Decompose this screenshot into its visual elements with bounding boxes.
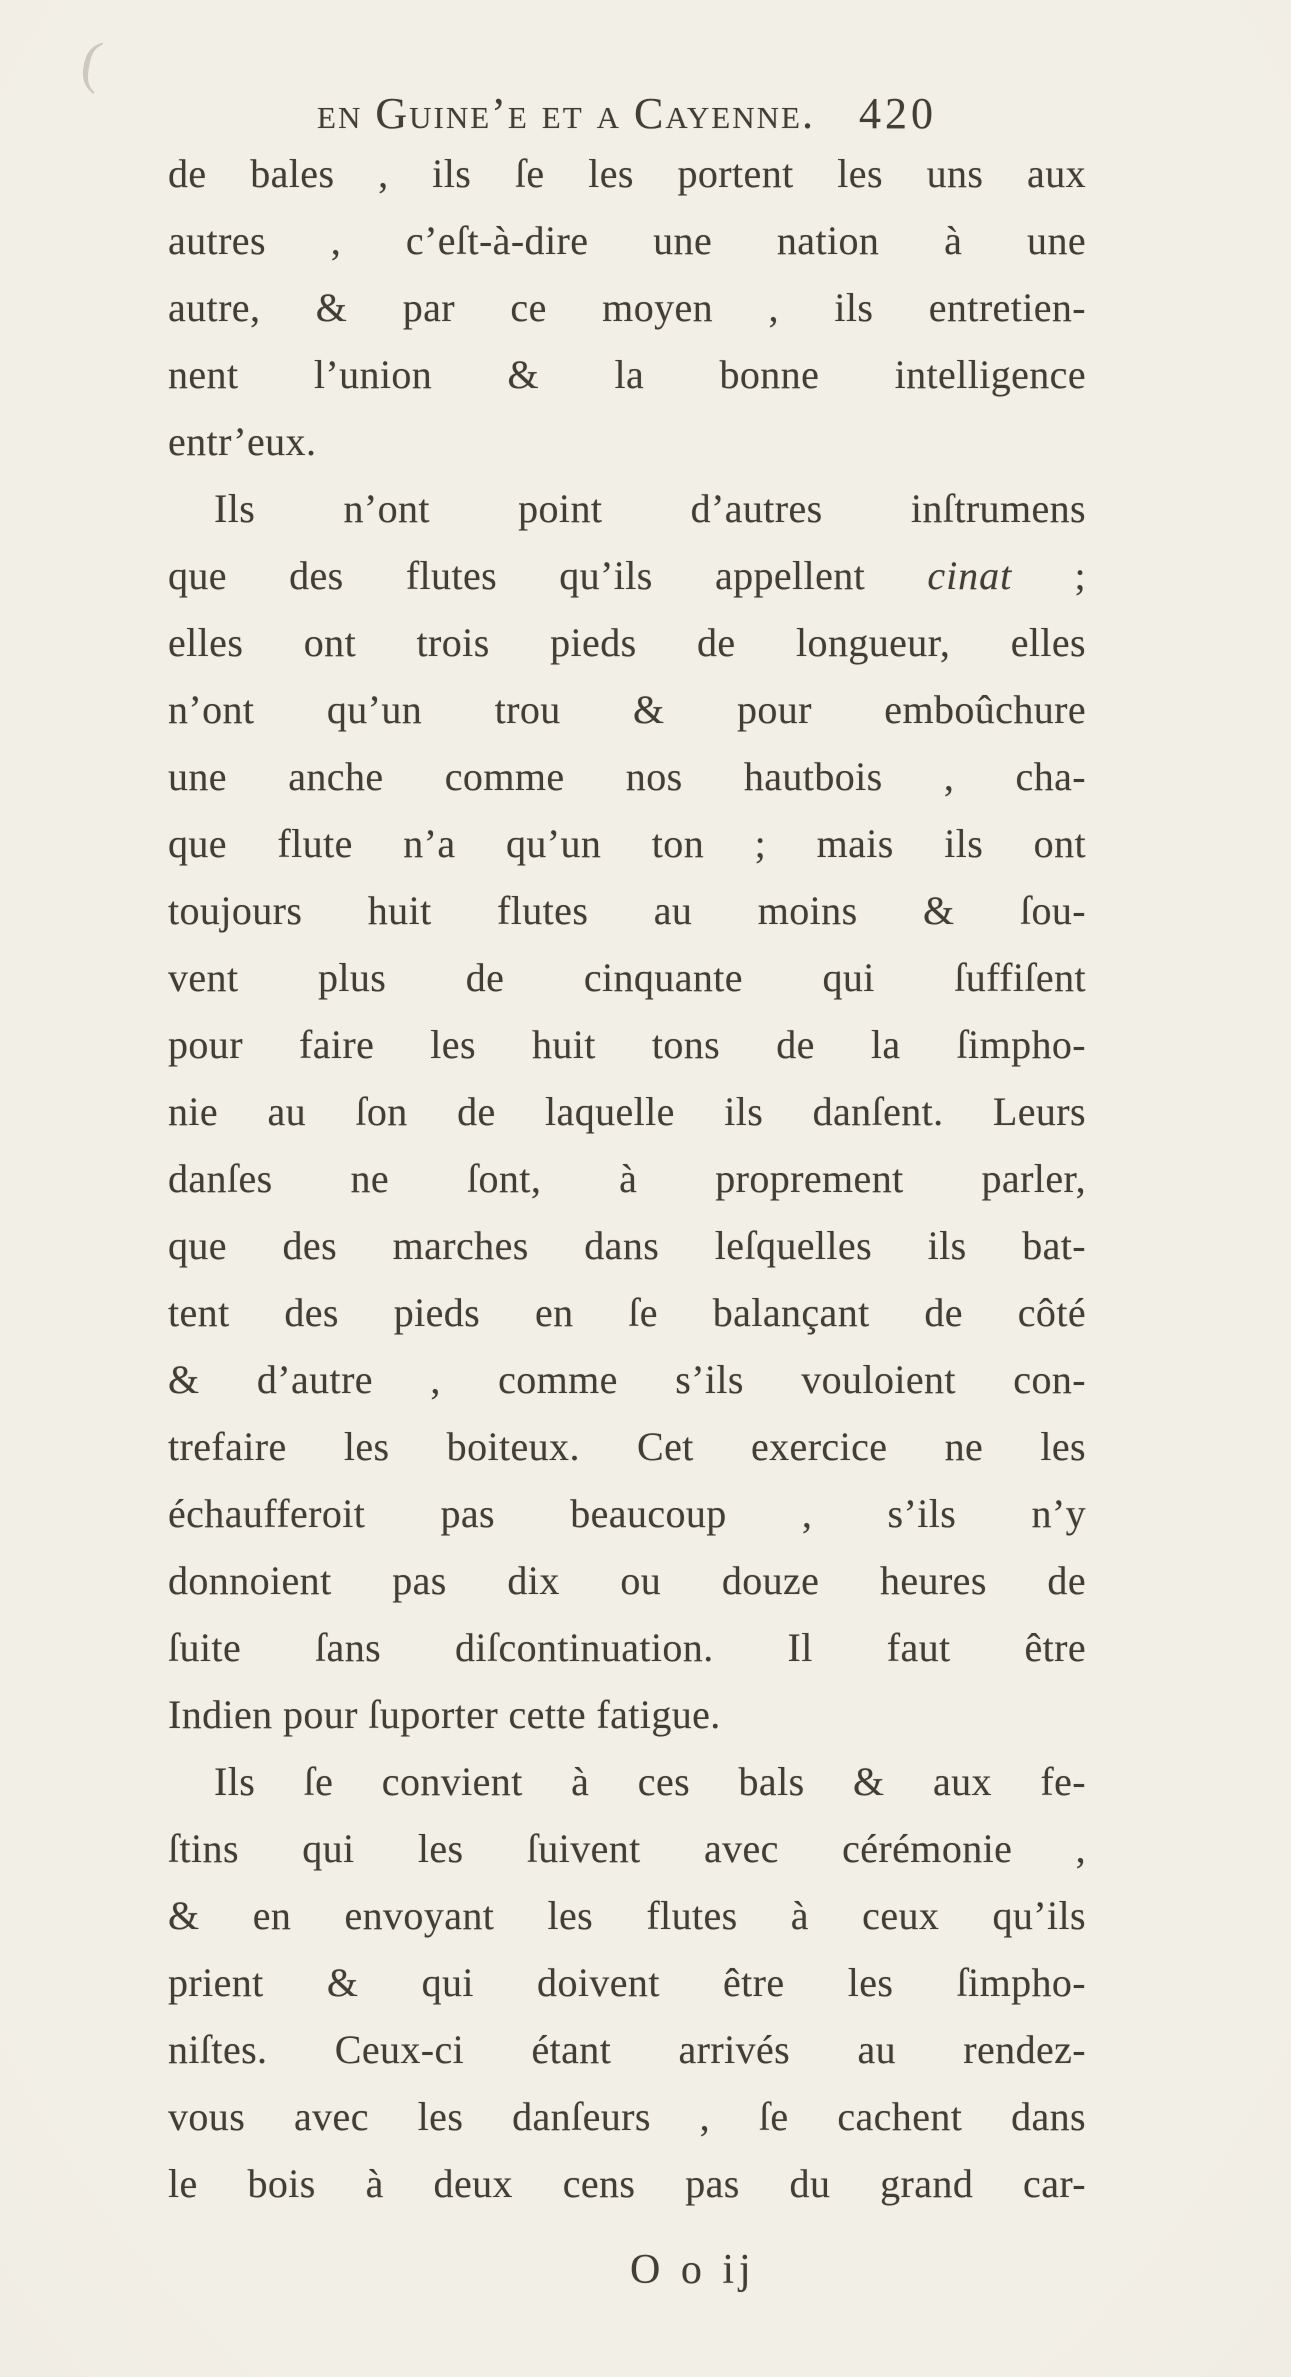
text-line: échaufferoit pas beaucoup , s’ils n’y [168,1491,1086,1536]
text-line: donnoient pas dix ou douze heures de [168,1558,1086,1603]
text-line: & d’autre , comme s’ils vouloient con- [168,1357,1086,1402]
text-line: ſtins qui les ſuivent avec cérémonie , [168,1826,1086,1871]
text-line: vent plus de cinquante qui ſuffiſent [168,955,1086,1000]
text-line: tent des pieds en ſe balançant de côté [168,1290,1086,1335]
text-line [168,542,1086,609]
text-block [168,140,1086,2217]
text-line: Ils n’ont point d’autres inſtrumens [214,486,1086,531]
italic-term: cinat [927,553,1013,598]
text-line: danſes ne ſont, à proprement parler, [168,1156,1086,1201]
text-line: nent l’union & la bonne intelligence [168,352,1086,397]
text-line: pour faire les huit tons de la ſimpho- [168,1022,1086,1067]
page-number: 420 [858,89,937,138]
signature-mark: O o ij [630,2247,756,2293]
text-line: trefaire les boiteux. Cet exercice ne les [168,1424,1086,1469]
text-line: que des marches dans leſquelles ils bat- [168,1223,1086,1268]
text-line: niſtes. Ceux-ci étant arrivés au rendez- [168,2027,1086,2072]
text-line: entr’eux. [168,419,317,464]
signature-line [168,2246,1086,2294]
page-header [168,88,1086,139]
text-line: & en envoyant les flutes à ceux qu’ils [168,1893,1086,1938]
text-line: prient & qui doivent être les ſimpho- [168,1960,1086,2005]
text-line: Indien pour ſuporter cette fatigue. [168,1692,721,1737]
scan-artifact: ( [76,27,107,96]
text-line: n’ont qu’un trou & pour emboûchure [168,687,1086,732]
text-line: Ils ſe convient à ces bals & aux fe- [214,1759,1086,1804]
text-line: elles ont trois pieds de longueur, elles [168,620,1086,665]
line-part: que des flutes qu’ils appellent [168,553,928,598]
text-line: nie au ſon de laquelle ils danſent. Leurs [168,1089,1086,1134]
text-line: de bales , ils ſe les portent les uns aux [168,151,1086,196]
text-line: autre, & par ce moyen , ils entretien- [168,285,1086,330]
text-line: ſuite ſans diſcontinuation. Il faut être [168,1625,1086,1670]
text-line: toujours huit flutes au moins & ſou- [168,888,1086,933]
text-line: une anche comme nos hautbois , cha- [168,754,1086,799]
running-title: en Guine’e et a Cayenne. [317,89,815,138]
line-part: ; [1012,553,1086,598]
text-line: autres , c’eſt-à-dire une nation à une [168,218,1086,263]
text-line: vous avec les danſeurs , ſe cachent dans [168,2094,1086,2139]
text-line: que flute n’a qu’un ton ; mais ils ont [168,821,1086,866]
text-line: le bois à deux cens pas du grand car- [168,2161,1086,2206]
